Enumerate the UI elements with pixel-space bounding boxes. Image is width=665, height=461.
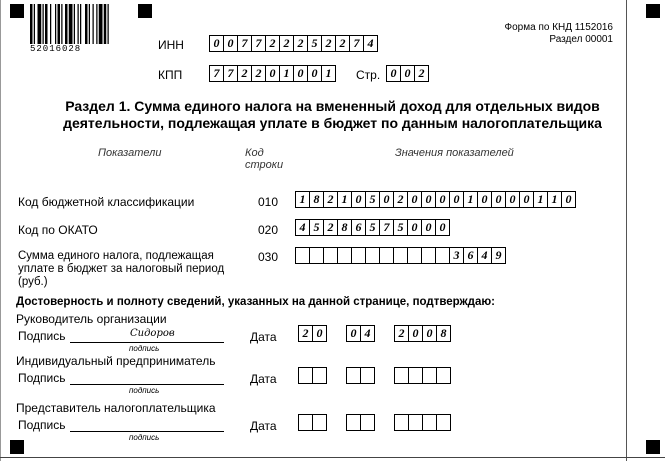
kpp-digit-cell[interactable]: 7 [209, 65, 224, 82]
okato-digit-cell[interactable]: 7 [379, 219, 394, 236]
entrepreneur-date-year-digit-cell[interactable] [422, 367, 437, 384]
head-date-day-digit-cell[interactable]: 2 [298, 325, 313, 342]
representative-date-day-digit-cell[interactable] [298, 414, 313, 431]
representative-date-year-digit-cell[interactable] [408, 414, 423, 431]
kbk-digit-cell[interactable]: 1 [295, 191, 310, 208]
barcode-bar [99, 4, 103, 44]
confirmation-heading: Достоверность и полноту сведений, указанных на данной странице, подтверждаю: [16, 296, 496, 308]
representative-signature-label: Подпись [18, 418, 66, 432]
okato-digit-cell[interactable]: 6 [351, 219, 366, 236]
kbk-digit-cell[interactable]: 0 [351, 191, 366, 208]
barcode-bar [69, 4, 73, 44]
page-number-field[interactable] [386, 65, 429, 82]
kbk-digit-cell[interactable]: 8 [309, 191, 324, 208]
barcode [30, 4, 130, 44]
representative-date-year-digit-cell[interactable] [394, 414, 409, 431]
header-indicators: Показатели [98, 147, 162, 159]
kpp-digit-cell[interactable]: 7 [223, 65, 238, 82]
okato-digit-cell[interactable]: 0 [421, 219, 436, 236]
representative-date-day[interactable] [298, 414, 327, 431]
barcode-bar [34, 4, 35, 44]
okato-label: Код по ОКАТО [18, 223, 98, 237]
kbk-digit-cell[interactable]: 0 [407, 191, 422, 208]
representative-date-month[interactable] [346, 414, 375, 431]
okato-digit-cell[interactable]: 5 [365, 219, 380, 236]
kbk-digit-cell[interactable]: 0 [421, 191, 436, 208]
inn-field[interactable] [209, 35, 378, 52]
barcode-bar [50, 4, 51, 44]
kbk-label: Код бюджетной классификации [18, 195, 195, 209]
representative-date-year-digit-cell[interactable] [436, 414, 451, 431]
okato-digit-cell[interactable]: 5 [309, 219, 324, 236]
header-code-line1: Код [245, 147, 264, 159]
head-date-day-digit-cell[interactable]: 0 [312, 325, 327, 342]
tax-sum-digit-cell[interactable] [295, 247, 310, 264]
tax-sum-digit-cell[interactable] [421, 247, 436, 264]
representative-date-year[interactable] [394, 414, 451, 431]
barcode-bar [30, 4, 33, 44]
registration-mark-top-left [10, 4, 24, 18]
barcode-bar [89, 4, 90, 44]
representative-date-month-digit-cell[interactable] [360, 414, 375, 431]
head-date-month[interactable] [346, 325, 375, 342]
tax-sum-digit-cell[interactable] [435, 247, 450, 264]
inn-digit-cell[interactable]: 2 [265, 35, 280, 52]
tax-sum-digit-cell[interactable]: 6 [463, 247, 478, 264]
kbk-digit-cell[interactable]: 0 [379, 191, 394, 208]
kpp-digit-cell[interactable]: 0 [265, 65, 280, 82]
header-code-line2: строки [245, 159, 284, 171]
head-signature-line[interactable] [70, 342, 224, 343]
tax-sum-digit-cell[interactable] [351, 247, 366, 264]
tax-sum-label-line1: Сумма единого налога, подлежащая [18, 250, 214, 262]
inn-digit-cell[interactable]: 2 [279, 35, 294, 52]
kbk-digit-cell[interactable]: 1 [533, 191, 548, 208]
barcode-bar [85, 4, 88, 44]
tax-sum-digit-cell[interactable] [337, 247, 352, 264]
inn-digit-cell[interactable]: 7 [237, 35, 252, 52]
barcode-bar [38, 4, 42, 44]
representative-date-month-digit-cell[interactable] [346, 414, 361, 431]
head-date-year-digit-cell[interactable]: 0 [408, 325, 423, 342]
page-digit-cell[interactable]: 0 [386, 65, 401, 82]
barcode-bar [61, 4, 62, 44]
barcode-bar [74, 4, 75, 44]
head-date-year-digit-cell[interactable]: 8 [436, 325, 451, 342]
head-date-month-digit-cell[interactable]: 4 [360, 325, 375, 342]
kbk-digit-cell[interactable]: 2 [393, 191, 408, 208]
entrepreneur-date-year[interactable] [394, 367, 451, 384]
kpp-digit-cell[interactable]: 1 [279, 65, 294, 82]
head-date-year[interactable] [394, 325, 451, 342]
entrepreneur-date-label: Дата [250, 372, 277, 386]
kbk-digit-cell[interactable]: 0 [449, 191, 464, 208]
page-digit-cell[interactable]: 0 [400, 65, 415, 82]
registration-mark-top-center [138, 4, 152, 18]
entrepreneur-title: Индивидуальный предприниматель [16, 354, 216, 368]
barcode-bar [80, 4, 81, 44]
inn-digit-cell[interactable]: 4 [363, 35, 378, 52]
entrepreneur-date-month[interactable] [346, 367, 375, 384]
page-digit-cell[interactable]: 2 [414, 65, 429, 82]
tax-sum-digit-cell[interactable] [323, 247, 338, 264]
entrepreneur-date-year-digit-cell[interactable] [436, 367, 451, 384]
entrepreneur-date-day[interactable] [298, 367, 327, 384]
inn-digit-cell[interactable]: 0 [209, 35, 224, 52]
representative-signature-caption: подпись [129, 433, 160, 442]
registration-mark-bottom-right [646, 440, 660, 454]
inn-digit-cell[interactable]: 2 [293, 35, 308, 52]
okato-digit-cell[interactable]: 0 [407, 219, 422, 236]
barcode-bar [108, 4, 109, 44]
registration-mark-top-right [646, 4, 660, 18]
entrepreneur-date-month-digit-cell[interactable] [360, 367, 375, 384]
barcode-bar [58, 4, 61, 44]
kpp-label: КПП [158, 68, 183, 82]
kbk-digit-cell[interactable]: 0 [505, 191, 520, 208]
okato-code: 020 [258, 223, 279, 237]
head-date-day[interactable] [298, 325, 327, 342]
inn-digit-cell[interactable]: 7 [251, 35, 266, 52]
barcode-bar [78, 4, 79, 44]
head-date-month-digit-cell[interactable]: 0 [346, 325, 361, 342]
bottom-border [0, 457, 665, 458]
inn-digit-cell[interactable]: 7 [349, 35, 364, 52]
okato-field[interactable] [295, 219, 450, 236]
entrepreneur-date-year-digit-cell[interactable] [408, 367, 423, 384]
tax-sum-digit-cell[interactable] [365, 247, 380, 264]
tax-sum-digit-cell[interactable] [309, 247, 324, 264]
kbk-digit-cell[interactable]: 1 [463, 191, 478, 208]
kbk-digit-cell[interactable]: 0 [561, 191, 576, 208]
inn-label: ИНН [158, 38, 184, 52]
kpp-digit-cell[interactable]: 0 [307, 65, 322, 82]
kbk-digit-cell[interactable]: 5 [365, 191, 380, 208]
right-border [626, 0, 627, 461]
header-values: Значения показателей [395, 147, 514, 159]
tax-sum-digit-cell[interactable] [393, 247, 408, 264]
representative-title: Представитель налогоплательщика [16, 401, 216, 415]
inn-digit-cell[interactable]: 0 [223, 35, 238, 52]
inn-digit-cell[interactable]: 5 [307, 35, 322, 52]
barcode-bar [93, 4, 94, 44]
entrepreneur-date-year-digit-cell[interactable] [394, 367, 409, 384]
kbk-digit-cell[interactable]: 0 [435, 191, 450, 208]
entrepreneur-signature-caption: подпись [129, 386, 160, 395]
kpp-digit-cell[interactable]: 1 [321, 65, 336, 82]
head-date-year-digit-cell[interactable]: 0 [422, 325, 437, 342]
kpp-field[interactable] [209, 65, 336, 82]
okato-digit-cell[interactable]: 0 [435, 219, 450, 236]
kbk-digit-cell[interactable]: 0 [519, 191, 534, 208]
okato-digit-cell[interactable]: 4 [295, 219, 310, 236]
representative-date-label: Дата [250, 419, 277, 433]
okato-digit-cell[interactable]: 2 [323, 219, 338, 236]
left-border [0, 0, 1, 461]
tax-sum-label-line3: (руб.) [18, 276, 48, 288]
section-title-line1: Раздел 1. Сумма единого налога на вмененный доход для отдельных видов [65, 98, 600, 114]
entrepreneur-date-day-digit-cell[interactable] [312, 367, 327, 384]
tax-sum-code: 030 [258, 250, 279, 264]
okato-digit-cell[interactable]: 8 [337, 219, 352, 236]
section-title-line2: деятельности, подлежащая уплате в бюджет по данным налогоплательщика [63, 115, 602, 131]
kpp-digit-cell[interactable]: 0 [293, 65, 308, 82]
kbk-digit-cell[interactable]: 0 [491, 191, 506, 208]
kpp-digit-cell[interactable]: 2 [251, 65, 266, 82]
section-code: Раздел 00001 [549, 34, 613, 45]
tax-sum-digit-cell[interactable]: 3 [449, 247, 464, 264]
kbk-digit-cell[interactable]: 1 [547, 191, 562, 208]
barcode-bar [65, 4, 68, 44]
barcode-bar [45, 4, 48, 44]
barcode-bar [43, 4, 44, 44]
representative-date-year-digit-cell[interactable] [422, 414, 437, 431]
head-signature-caption: подпись [129, 344, 160, 353]
tax-sum-digit-cell[interactable]: 4 [477, 247, 492, 264]
barcode-bar [55, 4, 56, 44]
representative-date-day-digit-cell[interactable] [312, 414, 327, 431]
head-title: Руководитель организации [16, 312, 167, 326]
entrepreneur-date-day-digit-cell[interactable] [298, 367, 313, 384]
tax-sum-field[interactable] [295, 247, 506, 264]
entrepreneur-signature-label: Подпись [18, 371, 66, 385]
tax-sum-digit-cell[interactable]: 9 [491, 247, 506, 264]
head-date-year-digit-cell[interactable]: 2 [394, 325, 409, 342]
head-signature-label: Подпись [18, 329, 66, 343]
barcode-bar [104, 4, 107, 44]
entrepreneur-date-month-digit-cell[interactable] [346, 367, 361, 384]
inn-digit-cell[interactable]: 2 [335, 35, 350, 52]
page-label: Стр. [356, 68, 381, 82]
form-code: Форма по КНД 1152016 [504, 22, 613, 33]
kbk-digit-cell[interactable]: 1 [337, 191, 352, 208]
kbk-digit-cell[interactable]: 0 [477, 191, 492, 208]
tax-sum-label-line2: уплате в бюджет за налоговый период [18, 263, 225, 275]
entrepreneur-signature-line[interactable] [70, 384, 224, 385]
tax-sum-digit-cell[interactable] [379, 247, 394, 264]
kpp-digit-cell[interactable]: 2 [237, 65, 252, 82]
registration-mark-bottom-left [10, 440, 24, 454]
inn-digit-cell[interactable]: 2 [321, 35, 336, 52]
head-signature: Сидоров [130, 328, 175, 339]
barcode-number: 52016028 [30, 44, 82, 54]
tax-sum-digit-cell[interactable] [407, 247, 422, 264]
representative-signature-line[interactable] [70, 431, 224, 432]
kbk-code: 010 [258, 195, 279, 209]
kbk-digit-cell[interactable]: 2 [323, 191, 338, 208]
okato-digit-cell[interactable]: 5 [393, 219, 408, 236]
barcode-bar [96, 4, 97, 44]
kbk-field[interactable] [295, 191, 576, 208]
head-date-label: Дата [250, 330, 277, 344]
